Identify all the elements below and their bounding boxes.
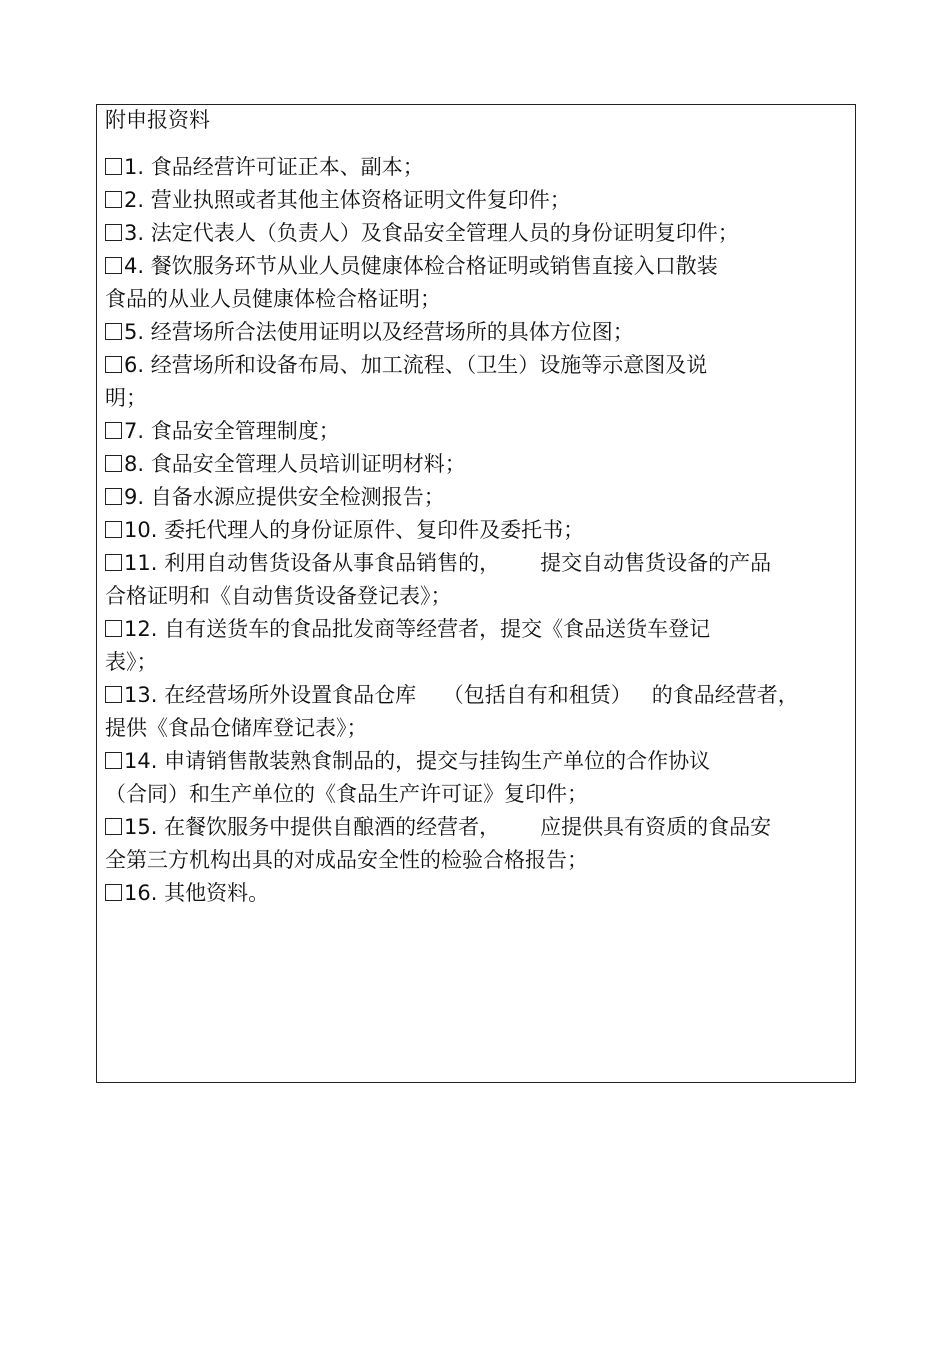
item-number: 3. [124,221,151,245]
item-text: 申请销售散装熟食制品的，提交与挂钩生产单位的合作协议 [164,749,711,773]
checkbox[interactable] [105,323,122,340]
item-number: 13. [124,683,165,707]
item-text: （合同）和生产单位的《食品生产许可证》复印件； [105,782,588,806]
checklist-item-line [105,250,840,283]
item-text: 食品的从业人员健康体检合格证明； [105,287,441,311]
checklist-item [105,349,840,415]
checklist-item-line [105,415,840,448]
checklist-item [105,547,840,613]
item-text: 经营场所合法使用证明以及经营场所的具体方位图； [150,320,634,344]
checklist-item [105,613,840,679]
checklist-item-line [105,514,840,547]
item-text: 食品安全管理制度； [150,419,340,443]
item-text: 全第三方机构出具的对成品安全性的检验合格报告； [105,848,588,872]
checklist-item [105,448,840,481]
checklist-item [105,514,840,547]
checklist-item-line [105,151,840,184]
item-number: 1. [124,155,151,179]
checklist-item-line [105,712,840,745]
materials-checklist [105,151,840,910]
checklist-item-line [105,646,840,679]
item-number: 16. [124,881,165,905]
checkbox[interactable] [105,422,122,439]
item-number: 6. [124,353,151,377]
checklist-item-line [105,349,840,382]
item-number: 7. [124,419,151,443]
item-number: 4. [124,254,151,278]
item-number: 9. [124,485,151,509]
checkbox[interactable] [105,224,122,241]
item-number: 15. [124,815,165,839]
checkbox[interactable] [105,818,122,835]
item-number: 10. [124,518,165,542]
checkbox[interactable] [105,884,122,901]
checklist-item-line [105,580,840,613]
checklist-item-line [105,877,840,910]
checklist-item-line [105,184,840,217]
checkbox[interactable] [105,620,122,637]
item-text: 食品安全管理人员培训证明材料； [150,452,466,476]
checklist-item-line [105,844,840,877]
checklist-item-line [105,745,840,778]
checkbox[interactable] [105,752,122,769]
item-text: 食品经营许可证正本、副本； [150,155,424,179]
item-number: 11. [124,551,165,575]
checklist-item-line [105,283,840,316]
item-number: 12. [124,617,165,641]
checkbox[interactable] [105,455,122,472]
checkbox[interactable] [105,356,122,373]
item-number: 2. [124,188,151,212]
item-text: 经营场所和设备布局、加工流程、（卫生）设施等示意图及说 [150,353,708,377]
item-text: 其他资料。 [164,881,270,905]
item-text: 餐饮服务环节从业人员健康体检合格证明或销售直接入口散装 [150,254,718,278]
item-text: 营业执照或者其他主体资格证明文件复印件； [150,188,571,212]
checklist-item [105,481,840,514]
section-heading: 附申报资料 [105,108,210,132]
checklist-item-line [105,481,840,514]
item-text: 自有送货车的食品批发商等经营者，提交《食品送货车登记 [164,617,711,641]
item-text: 利用自动售货设备从事食品销售的， 提交自动售货设备的产品 [164,551,772,575]
checklist-item-line [105,382,840,415]
checklist-item-line [105,613,840,646]
application-materials-box [96,104,856,1083]
checkbox[interactable] [105,554,122,571]
checkbox[interactable] [105,191,122,208]
checkbox[interactable] [105,521,122,538]
checklist-item [105,217,840,250]
checklist-item [105,316,840,349]
checklist-item [105,250,840,316]
checklist-item-line [105,811,840,844]
item-text: 明； [105,386,147,410]
checklist-item-line [105,448,840,481]
checklist-item-line [105,547,840,580]
item-text: 法定代表人（负责人）及食品安全管理人员的身份证明复印件； [150,221,739,245]
item-text: 在经营场所外设置食品仓库 （包括自有和租赁） 的食品经营者， [164,683,799,707]
item-text: 提供《食品仓储库登记表》； [105,716,368,740]
checklist-item [105,415,840,448]
item-text: 合格证明和《自动售货设备登记表》； [105,584,452,608]
checkbox[interactable] [105,686,122,703]
item-text: 表》； [105,650,158,674]
checklist-item [105,877,840,910]
item-text: 在餐饮服务中提供自酿酒的经营者， 应提供具有资质的食品安 [164,815,772,839]
checklist-item [105,184,840,217]
item-text: 自备水源应提供安全检测报告； [150,485,445,509]
checkbox[interactable] [105,257,122,274]
item-number: 5. [124,320,151,344]
checklist-item-line [105,679,840,712]
checkbox[interactable] [105,488,122,505]
checklist-item-line [105,778,840,811]
checklist-item [105,811,840,877]
checklist-item-line [105,217,840,250]
checklist-item [105,745,840,811]
item-number: 14. [124,749,165,773]
checklist-item-line [105,316,840,349]
item-number: 8. [124,452,151,476]
checklist-item [105,679,840,745]
checkbox[interactable] [105,158,122,175]
item-text: 委托代理人的身份证原件、复印件及委托书； [164,518,585,542]
checklist-item [105,151,840,184]
